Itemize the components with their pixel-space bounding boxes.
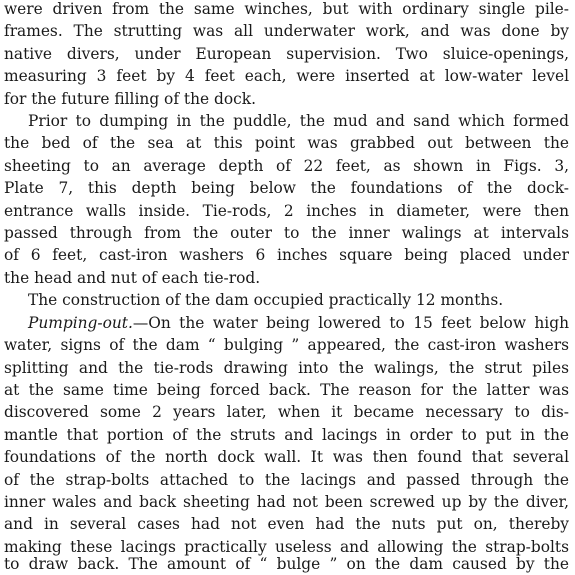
- text-line: passed through from the outer to the inner walings at intervals: [4, 224, 569, 242]
- section-heading: Pumping-out.: [28, 314, 133, 332]
- text-line: for the future filling of the dock.: [4, 90, 256, 108]
- text-line: entrance walls inside. Tie-rods, 2 inches in diameter, were then: [4, 202, 569, 220]
- text-line: [28, 312, 569, 334]
- text-line: to draw back. The amount of “ bulge ” on the dam caused by the: [4, 555, 569, 573]
- text-line: water, signs of the dam “ bulging ” appeared, the cast-iron washers: [4, 336, 569, 354]
- text-line: the head and nut of each tie-rod.: [4, 269, 261, 287]
- text-line: foundations of the north dock wall. It was then found that several: [4, 448, 569, 466]
- text-line: splitting and the tie-rods drawing into the walings, the strut piles: [4, 359, 569, 377]
- text-line: discovered some 2 years later, when it became necessary to dis-: [4, 403, 569, 421]
- text-line: measuring 3 feet by 4 feet each, were inserted at low-water level: [4, 67, 569, 85]
- text-line: inner wales and back sheeting had not been screwed up by the diver,: [4, 493, 569, 511]
- text-line: making these lacings practically useless and allowing the strap-bolts: [4, 538, 569, 556]
- text-line: sheeting to an average depth of 22 feet, as shown in Figs. 3,: [4, 157, 569, 175]
- text-span: —On the water being lowered to 15 feet below high: [132, 314, 569, 332]
- text-line: and in several cases had not even had the nuts put on, thereby: [4, 515, 569, 533]
- text-line: native divers, under European supervision. Two sluice-openings,: [4, 45, 569, 63]
- text-line: were driven from the same winches, but with ordinary single pile-: [4, 0, 569, 18]
- text-line: of 6 feet, cast-iron washers 6 inches square being placed under: [4, 246, 569, 264]
- text-line: Prior to dumping in the puddle, the mud and sand which formed: [28, 112, 569, 130]
- text-line: The construction of the dam occupied practically 12 months.: [28, 291, 504, 309]
- text-line: frames. The strutting was all underwater work, and was done by: [4, 22, 569, 40]
- text-line: mantle that portion of the struts and lacings in order to put in the: [4, 426, 569, 444]
- text-line: the bed of the sea at this point was grabbed out between the: [4, 134, 569, 152]
- text-line: of the strap-bolts attached to the lacings and passed through the: [4, 471, 569, 489]
- text-line: Plate 7, this depth being below the foundations of the dock-: [4, 179, 569, 197]
- text-line: at the same time being forced back. The reason for the latter was: [4, 381, 569, 399]
